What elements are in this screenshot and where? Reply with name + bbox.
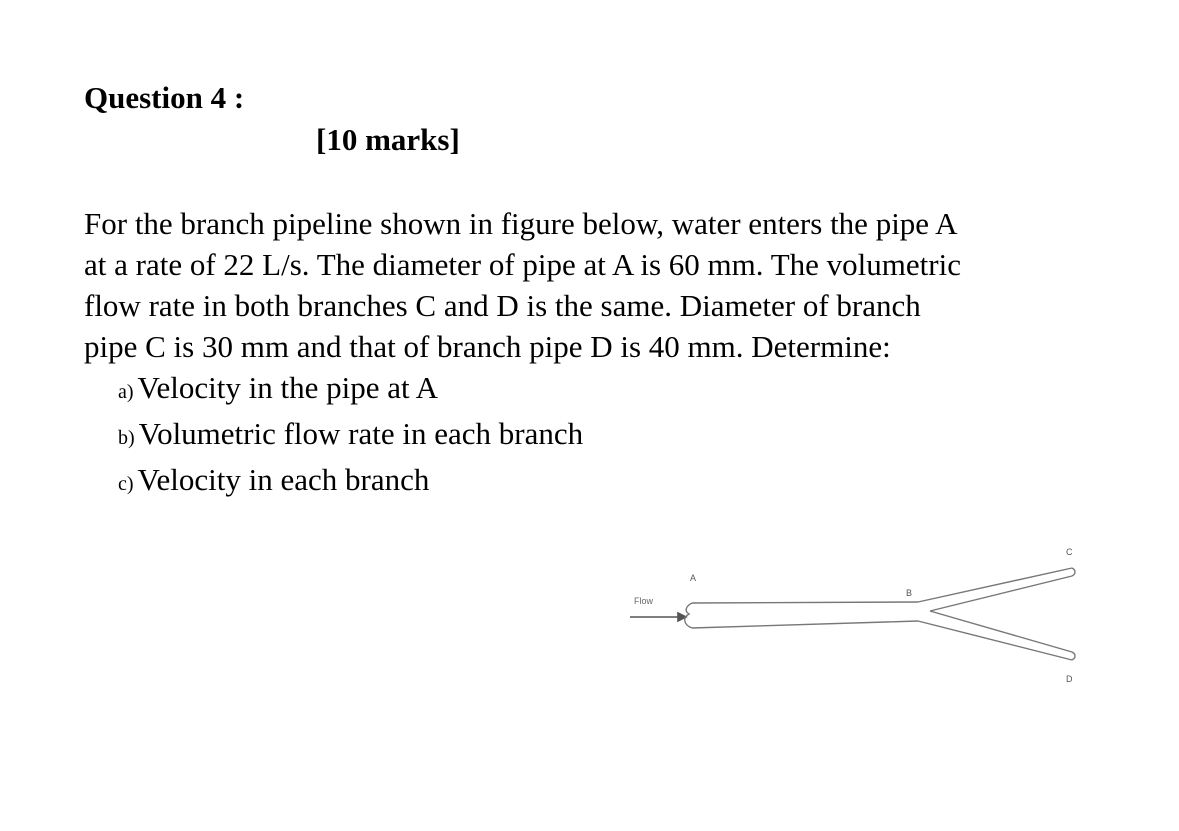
branch-pipeline-figure bbox=[620, 540, 1100, 690]
part-label: b) bbox=[118, 427, 135, 449]
part-text: Velocity in each branch bbox=[137, 462, 430, 497]
part-label: c) bbox=[118, 473, 134, 495]
branch-pipe-d bbox=[918, 611, 1075, 660]
pipe-label-d: D bbox=[1066, 674, 1073, 684]
question-body-line: at a rate of 22 L/s. The diameter of pipe at A is 60 mm. The volumetric bbox=[84, 247, 961, 282]
question-body-line: flow rate in both branches C and D is the same. Diameter of branch bbox=[84, 288, 921, 323]
question-parts-list bbox=[118, 367, 583, 505]
marks-label: [10 marks] bbox=[316, 122, 460, 157]
question-body-line: For the branch pipeline shown in figure below, water enters the pipe A bbox=[84, 206, 958, 241]
part-text: Volumetric flow rate in each branch bbox=[138, 416, 584, 451]
pipe-label-a: A bbox=[690, 573, 697, 583]
question-part-b bbox=[118, 413, 583, 459]
flow-arrow bbox=[630, 613, 686, 621]
question-part-a bbox=[118, 367, 583, 413]
flow-label: Flow bbox=[634, 596, 654, 606]
part-label: a) bbox=[118, 381, 134, 403]
branch-pipe-c bbox=[918, 568, 1075, 611]
question-part-c bbox=[118, 459, 583, 505]
pipe-label-c: C bbox=[1066, 547, 1073, 557]
pipe-label-b: B bbox=[906, 588, 913, 598]
part-text: Velocity in the pipe at A bbox=[137, 370, 439, 405]
question-title: Question 4 : bbox=[84, 80, 245, 115]
pipe-a bbox=[685, 602, 918, 628]
question-body bbox=[84, 203, 1144, 367]
question-body-line: pipe C is 30 mm and that of branch pipe D is 40 mm. Determine: bbox=[84, 329, 891, 364]
